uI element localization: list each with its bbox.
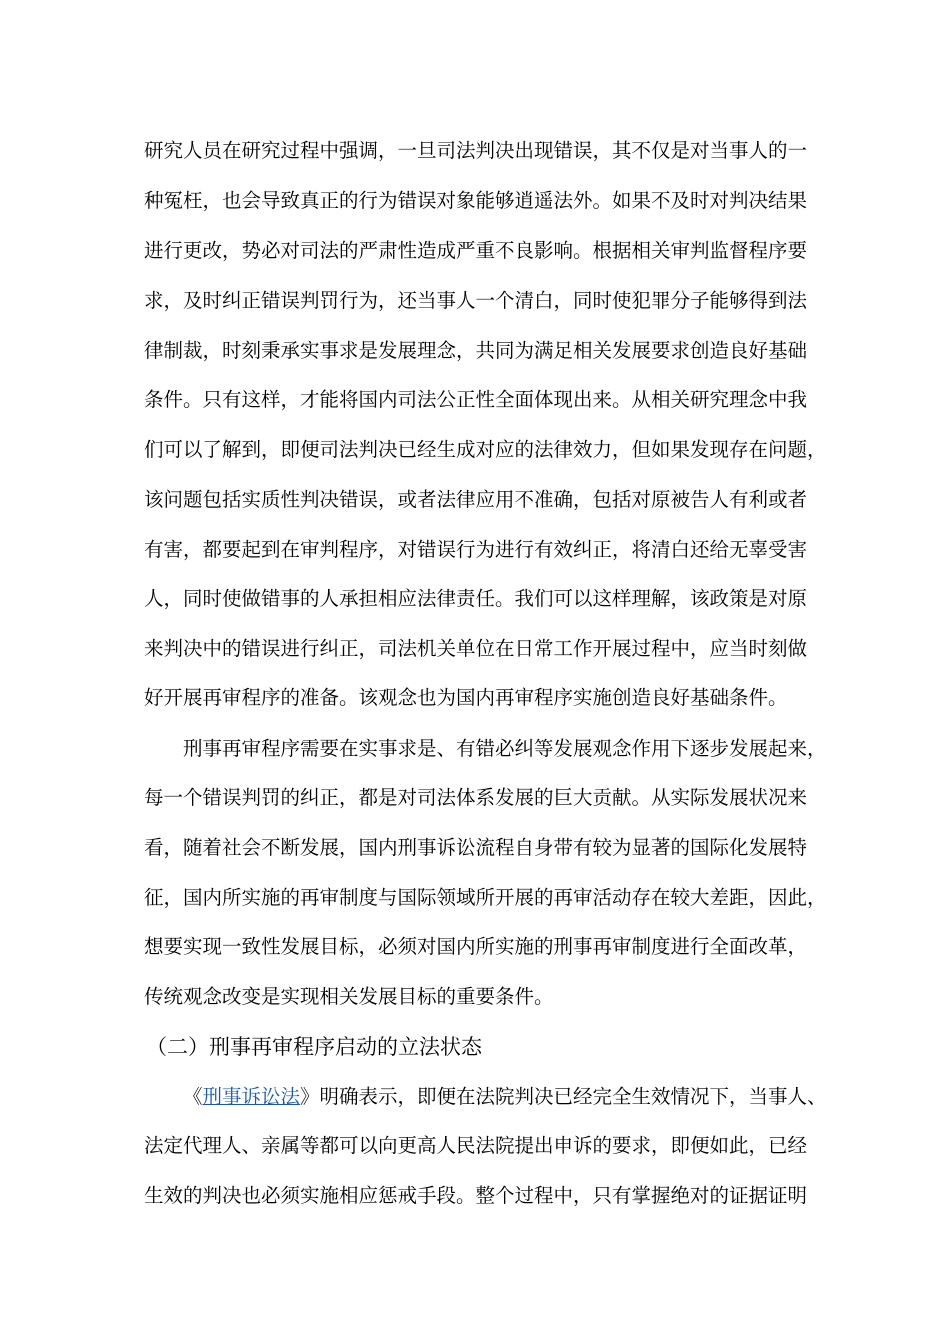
paragraph-line: 该问题包括实质性判决错误，或者法律应用不准确，包括对原被告人有利或者: [144, 488, 808, 511]
paragraph-line: 刑事再审程序需要在实事求是、有错必纠等发展观念作用下逐步发展起来，: [183, 737, 827, 760]
paragraph-line: 人，同时使做错事的人承担相应法律责任。我们可以这样理解，该政策是对原: [144, 587, 808, 610]
paragraph-line: 传统观念改变是实现相关发展目标的重要条件。: [144, 985, 554, 1008]
paragraph-line: 条件。只有这样，才能将国内司法公正性全面体现出来。从相关研究理念中我: [144, 388, 808, 411]
paragraph-line: [183, 1081, 827, 1113]
paragraph-line: 们可以了解到，即便司法判决已经生成对应的法律效力，但如果发现存在问题，: [144, 438, 827, 461]
paragraph-line: 征，国内所实施的再审制度与国际领域所开展的再审活动存在较大差距，因此，: [144, 886, 827, 909]
paragraph-line: 每一个错误判罚的纠正，都是对司法体系发展的巨大贡献。从实际发展状况来: [144, 786, 808, 809]
paragraph-line: 来判决中的错误进行纠正，司法机关单位在日常工作开展过程中，应当时刻做: [144, 637, 808, 660]
paragraph-line: 种冤枉，也会导致真正的行为错误对象能够逍遥法外。如果不及时对判决结果: [144, 189, 808, 212]
line-text: 》明确表示，即便在法院判决已经完全生效情况下，当事人、: [300, 1085, 827, 1108]
paragraph-line: 律制裁，时刻秉承实事求是发展理念，共同为满足相关发展要求创造良好基础: [144, 339, 808, 362]
paragraph-line: 求，及时纠正错误判罚行为，还当事人一个清白，同时使犯罪分子能够得到法: [144, 289, 808, 312]
criminal-procedure-law-link[interactable]: 刑事诉讼法: [202, 1085, 301, 1108]
paragraph-line: 法定代理人、亲属等都可以向更高人民法院提出申诉的要求，即便如此，已经: [144, 1134, 808, 1157]
quote-open: 《: [183, 1085, 203, 1108]
paragraph-line: 研究人员在研究过程中强调，一旦司法判决出现错误，其不仅是对当事人的一: [144, 139, 808, 162]
paragraph-line: 生效的判决也必须实施相应惩戒手段。整个过程中，只有掌握绝对的证据证明: [144, 1184, 808, 1207]
paragraph-line: 进行更改，势必对司法的严肃性造成严重不良影响。根据相关审判监督程序要: [144, 239, 808, 262]
paragraph-line: 有害，都要起到在审判程序，对错误行为进行有效纠正，将清白还给无辜受害: [144, 538, 808, 561]
paragraph-line: 好开展再审程序的准备。该观念也为国内再审程序实施创造良好基础条件。: [144, 686, 788, 709]
paragraph-line: 看，随着社会不断发展，国内刑事诉讼流程自身带有较为显著的国际化发展特: [144, 836, 808, 859]
paragraph-line: 想要实现一致性发展目标，必须对国内所实施的刑事再审制度进行全面改革，: [144, 935, 808, 958]
section-heading: （二）刑事再审程序启动的立法状态: [146, 1035, 482, 1059]
